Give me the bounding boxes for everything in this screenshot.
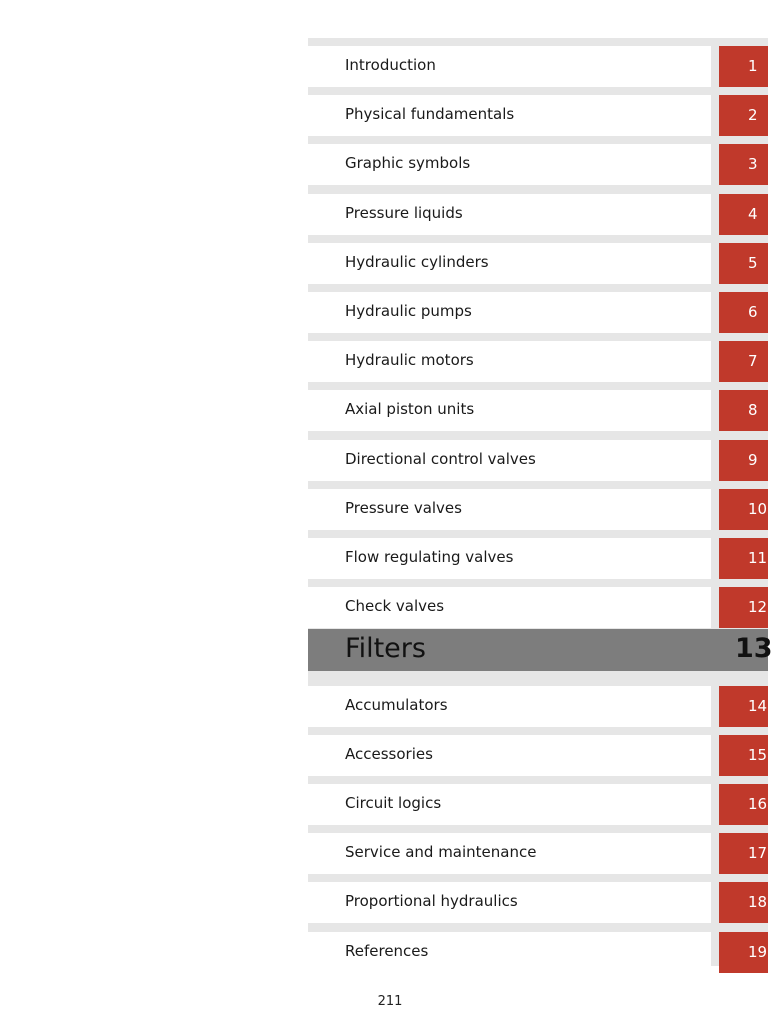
toc-entry-label-area [308,46,711,87]
chapter-tab[interactable] [719,144,768,185]
toc-entry[interactable] [308,194,768,235]
toc-entry-label-area [308,735,711,776]
chapter-tab[interactable] [719,587,768,628]
chapter-tab[interactable] [719,341,768,382]
toc-entry-label: References [345,942,429,960]
chapter-number: 10 [748,500,768,518]
toc-entry-label: Circuit logics [345,794,442,812]
toc-entry[interactable] [308,538,768,579]
toc-entry-label: Check valves [345,597,445,615]
toc-entry[interactable] [308,341,768,382]
toc-entry-label-area [308,292,711,333]
toc-entry[interactable] [308,833,768,874]
chapter-number: 2 [748,106,758,124]
toc-entry-label-area [308,440,711,481]
toc-entry[interactable] [308,784,768,825]
toc-entry-label-area [308,932,711,973]
toc-entry-label-area [308,144,711,185]
chapter-tab[interactable] [719,390,768,431]
toc-entry-label: Filters [345,633,426,664]
toc-entry-label-area [308,686,711,727]
chapter-number: 18 [748,893,768,911]
toc-entry-label: Pressure valves [345,499,462,517]
toc-entry-label: Hydraulic pumps [345,302,472,320]
toc-entry[interactable] [308,46,768,87]
chapter-number: 6 [748,303,758,321]
chapter-tab[interactable] [719,686,768,727]
toc-entry-label-area [308,489,711,530]
toc-entry[interactable] [308,440,768,481]
chapter-tab[interactable] [719,882,768,923]
toc-entry-label-area [308,833,711,874]
toc-entry-label: Graphic symbols [345,154,471,172]
chapter-tab[interactable] [719,194,768,235]
toc-entry[interactable] [308,686,768,727]
toc-entry-label: Directional control valves [345,450,536,468]
toc-entry-label: Axial piston units [345,400,475,418]
toc-entry-label: Accessories [345,745,433,763]
chapter-number: 11 [748,549,768,567]
toc-entry[interactable] [308,932,768,973]
toc-entry[interactable] [308,144,768,185]
chapter-number: 1 [748,57,758,75]
toc-entry-label-area [308,194,711,235]
toc-entry[interactable] [308,95,768,136]
toc-entry[interactable] [308,735,768,776]
chapter-number: 17 [748,844,768,862]
toc-entry-label: Physical fundamentals [345,105,515,123]
chapter-tab[interactable] [719,629,773,671]
chapter-tab[interactable] [719,833,768,874]
toc-entry-label: Accumulators [345,696,448,714]
chapter-number: 15 [748,746,768,764]
toc-entry-label-area [308,95,711,136]
chapter-tab[interactable] [719,489,768,530]
chapter-number: 8 [748,401,758,419]
chapter-number: 5 [748,254,758,272]
chapter-number: 12 [748,598,768,616]
chapter-number: 16 [748,795,768,813]
page-number: 211 [377,994,403,1009]
toc-entry-label-area [308,587,711,628]
toc-entry-label-area [308,629,768,671]
toc-entry[interactable] [308,243,768,284]
toc-entry-label-area [308,784,711,825]
toc-entry-label: Flow regulating valves [345,548,514,566]
toc-entry[interactable] [308,489,768,530]
toc-entry-label-area [308,243,711,284]
chapter-tab[interactable] [719,932,768,973]
toc-entry[interactable] [308,390,768,431]
toc-entry-active[interactable] [308,629,773,671]
toc-entry-label: Hydraulic cylinders [345,253,489,271]
toc-entry[interactable] [308,292,768,333]
chapter-tab[interactable] [719,735,768,776]
toc-entry-label-area [308,341,711,382]
chapter-number: 19 [748,943,768,961]
toc-entry-label: Pressure liquids [345,204,463,222]
toc-entry[interactable] [308,587,768,628]
toc-entry[interactable] [308,882,768,923]
chapter-tab[interactable] [719,440,768,481]
chapter-tab[interactable] [719,784,768,825]
toc-entry-label-area [308,390,711,431]
chapter-tab[interactable] [719,292,768,333]
chapter-number: 7 [748,352,758,370]
chapter-tab[interactable] [719,95,768,136]
chapter-number: 4 [748,205,758,223]
chapter-tab[interactable] [719,538,768,579]
toc-entry-label: Introduction [345,56,436,74]
chapter-number: 9 [748,451,758,469]
chapter-tab[interactable] [719,243,768,284]
toc-entry-label: Hydraulic motors [345,351,474,369]
toc-entry-label: Proportional hydraulics [345,892,518,910]
chapter-number: 3 [748,155,758,173]
toc-entry-label-area [308,538,711,579]
chapter-tab[interactable] [719,46,768,87]
toc-entry-label-area [308,882,711,923]
chapter-number: 13 [735,633,773,664]
toc-entry-label: Service and maintenance [345,843,537,861]
chapter-number: 14 [748,697,768,715]
